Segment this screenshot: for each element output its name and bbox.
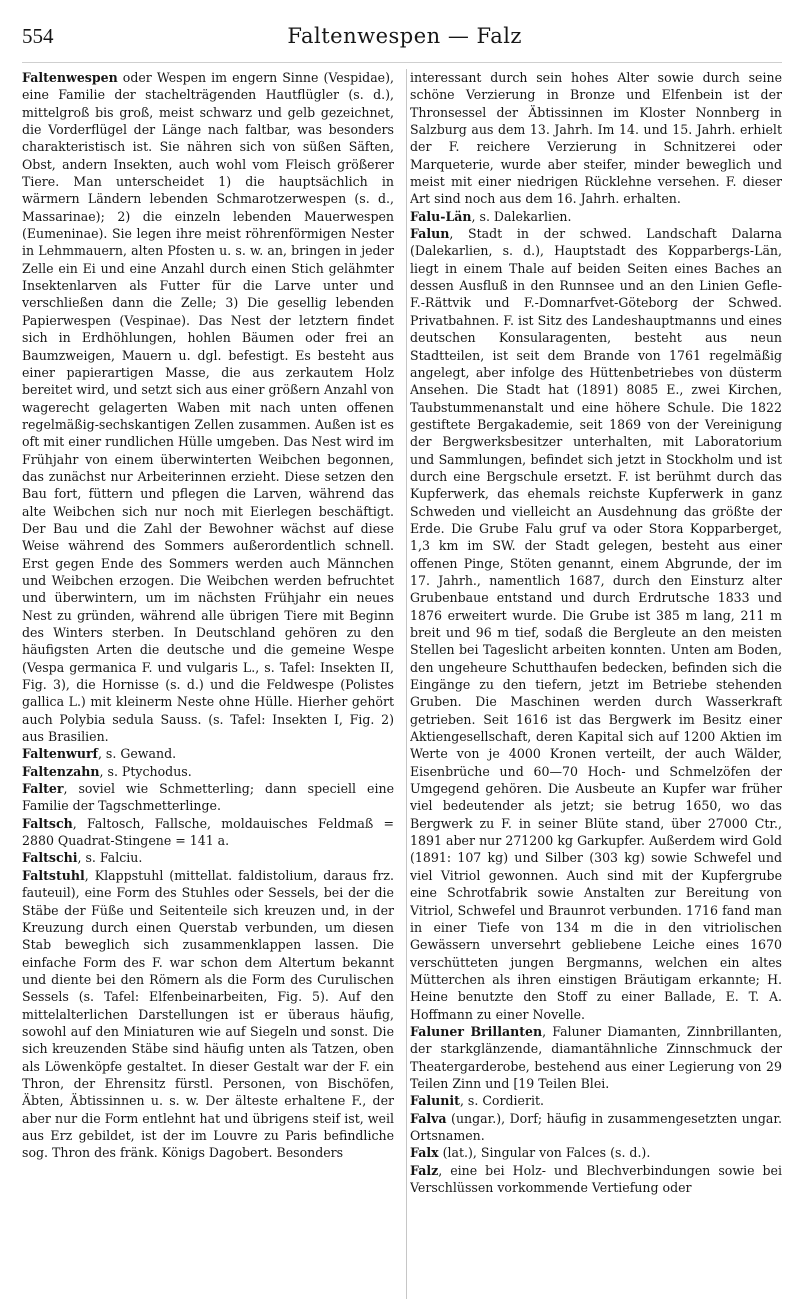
running-head: Faltenwespen — Falz xyxy=(287,24,522,48)
entry-text: , soviel wie Schmetterling; dann speciell eine Familie der Tagschmetterlinge. xyxy=(22,781,394,814)
entry-falz xyxy=(410,1162,782,1197)
entry-text: , eine bei Holz- und Blechverbindungen sowie bei Verschlüssen vorkommende Vertiefung oder xyxy=(410,1162,782,1195)
entry-faltstuhl-continued xyxy=(410,69,782,208)
entry-text: (ungar.), Dorf; häufig in zusammengesetzten ungar. Ortsnamen. xyxy=(410,1110,782,1143)
right-column xyxy=(410,69,782,1297)
entry-faltenwurf xyxy=(22,745,394,762)
entry-headword: Faltstuhl xyxy=(22,867,85,883)
entry-text: , s. Falciu. xyxy=(77,850,143,866)
entry-faltenwespen xyxy=(22,69,394,745)
entry-faltenzahn xyxy=(22,763,394,780)
entry-text: , Faluner Diamanten, Zinnbrillanten, der starkglänzende, diamantähnliche Zinnschmuck der Theatergarderobe, bestehend aus einer Legierung von 29 Teilen Zinn und [19 Teilen Blei. xyxy=(410,1023,782,1091)
entry-text: , s. Ptychodus. xyxy=(99,763,192,779)
column-divider xyxy=(406,69,407,1299)
entry-headword: Falu-Län xyxy=(410,208,472,224)
entry-headword: Faltenwurf xyxy=(22,746,98,762)
text-columns xyxy=(22,69,782,1299)
entry-faltstuhl xyxy=(22,867,394,1162)
entry-faltsch xyxy=(22,815,394,850)
entry-headword: Falx xyxy=(410,1145,439,1161)
entry-text: , Klappstuhl (mittellat. faldistolium, daraus frz. fauteuil), eine Form des Stuhles oder Sessels, bei der die Stäbe der Füße und Seitenteile sich kreuzen und, in der Kreuzung durch einen Querstab verbunden, um diesen Stab beweglich sich zusammenklappen lassen. Die einfache Form des F. war schon dem Altertum bekannt und diente bei den Römern als die Form des Curulischen Sessels (s. Tafel: Elfenbeinarbeiten, Fig. 5). Auf den mittelalterlichen Darstellungen ist er überaus häufig, sowohl auf den Miniaturen wie auf Siegeln und sonst. Die sich kreuzenden Stäbe sind häufig unten als Tatzen, oben als Löwenköpfe gestaltet. In dieser Gestalt war der F. ein Thron, der Ehrensitz fürstl. Personen, von Bischöfen, Äbten, Äbtissinnen u. s. w. Der älteste erhaltene F., der aber nur die Form entlehnt hat und übrigens steif ist, weil aus Erz gebildet, ist der im Louvre zu Paris befindliche sog. Thron des fränk. Königs Dagobert. Besonders xyxy=(22,867,394,1161)
entry-falx xyxy=(410,1144,782,1161)
entry-text: (lat.), Singular von Falces (s. d.). xyxy=(438,1145,651,1161)
entry-headword: Falunit xyxy=(410,1093,460,1109)
entry-headword: Faltenwespen xyxy=(22,70,118,85)
entry-faluner-brillanten xyxy=(410,1023,782,1092)
entry-text: , s. Gewand. xyxy=(97,746,177,762)
entry-text: oder Wespen im engern Sinne (Vespidae), eine Familie der stachelträgenden Hautflügler (s. d.), mittelgroß bis groß, meist schwarz und gelb gezeichnet, die Vorderflügel der Länge nach faltbar, was besonders charakteristisch ist. Sie nähren sich von süßen Säften, Obst, andern Insekten, auch wohl vom Fleisch größerer Tiere. Man unterscheidet 1) die hauptsächlich in wärmern Ländern lebenden Schmarotzerwespen (s. d., Massarinae); 2) die einzeln lebenden Mauerwespen (Eumeninae). Sie legen ihre meist röhrenförmigen Nester in Lehmmauern, alten Pfosten u. s. w. an, bringen in jeder Zelle ein Ei und eine Anzahl durch einen Stich gelähmter Insektenlarven als Futter für die Larve unter und verschließen dann die Zelle; 3) Die gesellig lebenden Papierwespen (Vespinae). Das Nest der letztern findet sich in Erdhöhlungen, hohlen Bäumen oder frei an Baumzweigen, Mauern u. dgl. befestigt. Es besteht aus einer papierartigen Masse, die aus zerkautem Holz bereitet wird, und setzt sich aus einer größern Anzahl von wagerecht gelagerten Waben mit nach unten offenen regelmäßig-sechskantigen Zellen zusammen. Außen ist es oft mit einer rundlichen Hülle umgeben. Das Nest wird im Frühjahr von einem überwinterten Weibchen begonnen, das zunächst nur Arbeiterinnen erzieht. Diese setzen den Bau fort, füttern und pflegen die Larven, während das alte Weibchen sich nur noch mit Eierlegen beschäftigt. Der Bau und die Zahl der Bewohner wächst auf diese Weise während des Sommers außerordentlich schnell. Erst gegen Ende des Sommers werden auch Männchen und Weibchen erzogen. Die Weibchen werden befruchtet und überwintern, um im nächsten Frühjahr ein neues Nest zu gründen, während alle übrigen Tiere mit Beginn des Winters sterben. In Deutschland gehören zu den häufigsten Arten die deutsche und die gemeine Wespe (Vespa germanica F. und vulgaris L., s. Tafel: Insekten II, Fig. 3), die Hornisse (s. d.) und die Feldwespe (Polistes gallica L.) mit kleinerm Neste ohne Hülle. Hierher gehört auch Polybia sedula Sauss. (s. Tafel: Insekten I, Fig. 2) aus Brasilien. xyxy=(22,70,394,745)
entry-falun xyxy=(410,225,782,1023)
entry-falter xyxy=(22,780,394,815)
entry-headword: Faltsch xyxy=(22,815,73,831)
entry-headword: Faltschi xyxy=(22,850,78,866)
entry-headword: Faltenzahn xyxy=(22,763,100,779)
entry-falu-laen xyxy=(410,208,782,225)
entry-falva xyxy=(410,1110,782,1145)
page-header xyxy=(22,24,782,63)
entry-falunit xyxy=(410,1092,782,1109)
page-number: 554 xyxy=(22,24,54,48)
entry-headword: Falz xyxy=(410,1162,439,1178)
entry-headword: Falter xyxy=(22,781,64,797)
left-column xyxy=(22,69,394,1297)
entry-text: , Faltosch, Fallsche, moldauisches Feldmaß = 2880 Quadrat-Stingene = 141 a. xyxy=(22,815,394,849)
entry-text: , s. Cordierit. xyxy=(459,1093,544,1109)
entry-headword: Faluner Brillanten xyxy=(410,1023,543,1039)
entry-faltschi xyxy=(22,849,394,866)
entry-headword: Falun xyxy=(410,226,450,242)
entry-text: , s. Dalekarlien. xyxy=(471,208,572,224)
entry-headword: Falva xyxy=(410,1110,447,1126)
entry-text: interessant durch sein hohes Alter sowie durch seine schöne Verzierung in Bronze und Elfenbein ist der Thronsessel der Äbtissinnen im Kloster Nonnberg in Salzburg aus dem 13. Jahrh. Im 14. und 15. Jahrh. erhielt der F. reichere Verzierung in Schnitzerei oder Marqueterie, wurde aber steifer, minder beweglich und meist mit einer niedrigen Rücklehne versehen. F. dieser Art sind noch aus dem 16. Jahrh. erhalten. xyxy=(410,70,782,207)
entry-text: , Stadt in der schwed. Landschaft Dalarna (Dalekarlien, s. d.), Hauptstadt des Kopparbergs-Län, liegt in einem Thale auf beiden Seiten eines Baches an dessen Ausfluß in den Runnsee und an den Linien Gefle-F.-Rättvik und F.-Domnarfvet-Göteborg der Schwed. Privatbahnen. F. ist Sitz des Landeshauptmanns und eines deutschen Konsularagenten, besteht aus neun Stadtteilen, ist seit dem Brande von 1761 regelmäßig angelegt, aber infolge des Hüttenbetriebes von düsterm Ansehen. Die Stadt hat (1891) 8085 E., zwei Kirchen, Taubstummenanstalt und eine höhere Schule. Die 1822 gestiftete Bergakademie, seit 1869 von der Vereinigung der Bergwerksbesitzer unterhalten, mit Laboratorium und Sammlungen, befindet sich jetzt in Stockholm und ist durch eine Bergschule ersetzt. F. ist berühmt durch das Kupferwerk, das ehemals reichste Kupferwerk in ganz Schweden und vielleicht an Ausdehnung das größte der Erde. Die Grube Falu gruf va oder Stora Kopparberget, 1,3 km im SW. der Stadt gelegen, besteht aus einer offenen Pinge, Stöten genannt, einem Abgrunde, der im 17. Jahrh., namentlich 1687, durch den Einsturz alter Grubenbaue entstand und durch Erdrutsche 1833 und 1876 erweitert wurde. Die Grube ist 385 m lang, 211 m breit und 96 m tief, sodaß die Bergleute an den meisten Stellen bei Tageslicht arbeiten konnten. Unten am Boden, den ungeheure Schutthaufen bedecken, befinden sich die Eingänge zu den tiefern, jetzt im Betriebe stehenden Gruben. Die Maschinen werden durch Wasserkraft getrieben. Seit 1616 ist das Bergwerk im Besitz einer Aktiengesellschaft, deren Kapital sich auf 1200 Aktien im Werte von je 4000 Kronen verteilt, der auch Wälder, Eisenbrüche und 60—70 Hoch- und Schmelzöfen der Umgegend gehören. Die Ausbeute an Kupfer war früher viel bedeutender als jetzt; sie betrug 1650, wo das Bergwerk zu F. in seiner Blüte stand, über 27000 Ctr., 1891 aber nur 271200 kg Garkupfer. Außerdem wird Gold (1891: 107 kg) und Silber (303 kg) sowie Schwefel und viel Vitriol gewonnen. Auch sind mit der Kupfergrube eine Schrotfabrik sowie Anstalten zur Bereitung von Vitriol, Schwefel und Braunrot verbunden. 1716 fand man in einer Tiefe von 134 m die in den vitriolischen Gewässern unversehrt gebliebene Leiche eines 1670 verschütteten jungen Bergmanns, welchen ein altes Mütterchen als ihren einstigen Bräutigam erkannte; H. Heine benutzte den Stoff zu einer Ballade, E. T. A. Hoffmann zu einer Novelle. xyxy=(410,226,782,1022)
